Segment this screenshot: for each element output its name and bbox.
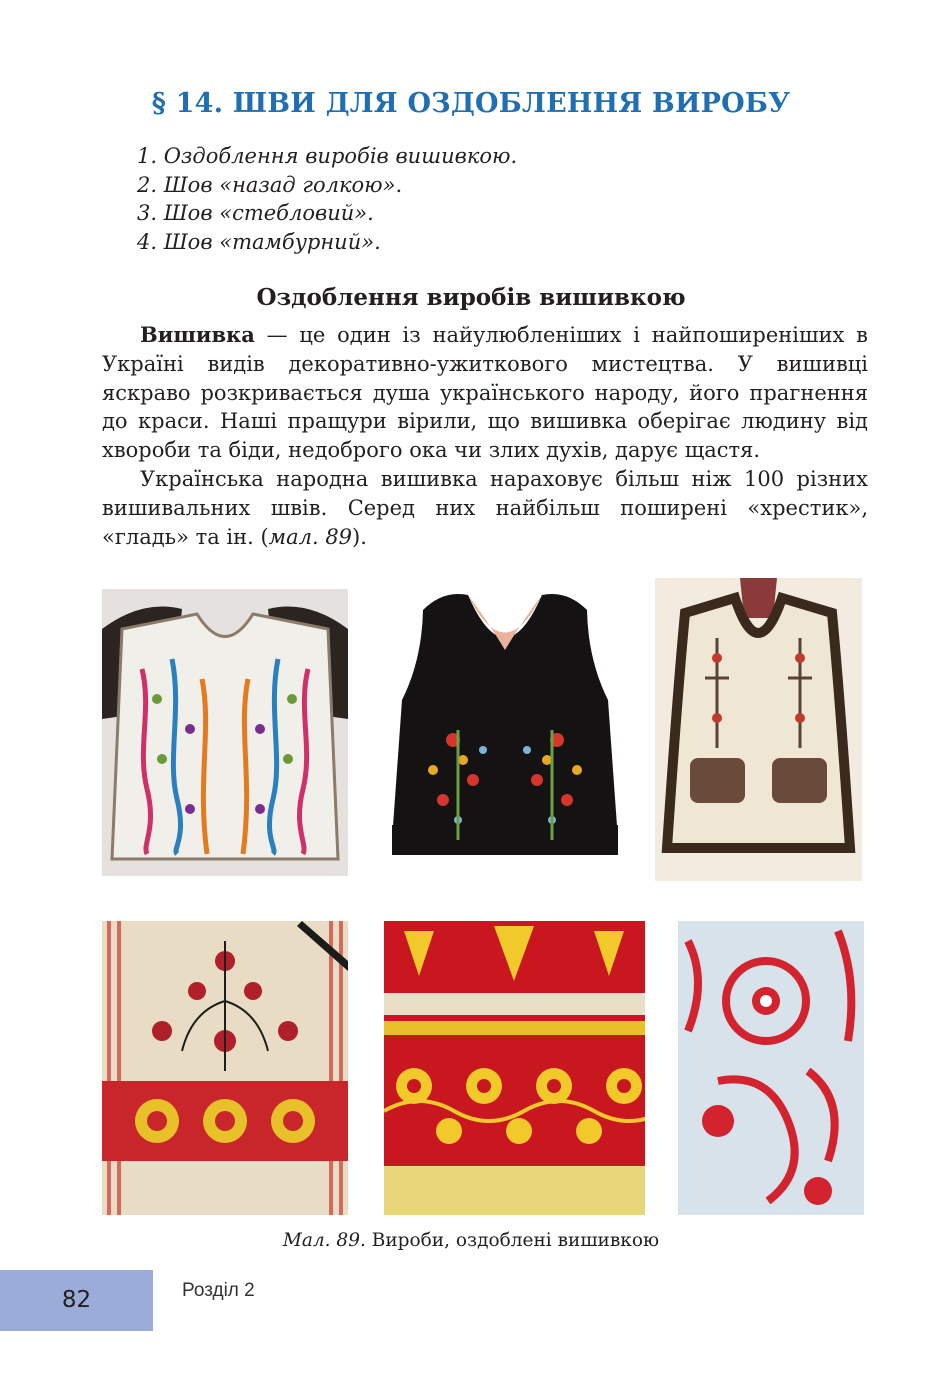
figure-reference: мал. 89 — [268, 524, 353, 549]
photo-white-vest — [102, 589, 348, 876]
lesson-plan — [137, 142, 517, 256]
section-label: Розділ 2 — [182, 1280, 255, 1301]
plan-item: 2. Шов «назад голкою». — [137, 172, 403, 197]
page-number: 82 — [61, 1287, 92, 1313]
paragraph-2: Українська народна вишивка нараховує більш ніж 100 різних вишивальних швів. Серед них найбільш поширені «хрестик», «гладь» та ін. (мал. 89). — [102, 466, 868, 549]
photo-black-vest — [383, 590, 627, 876]
photo-embroidered-towel — [102, 921, 348, 1215]
term-bold: Вишивка — [140, 322, 255, 347]
paragraph-1: Вишивка — це один із найулюбленіших і найпоширеніших в Україні видів декоративно-ужиткового мистецтва. У вишивці яскраво розкривається душа українського народу, його прагнення до краси. Наші пращури вірили, що вишивка оберігає людину від хвороби та біди, недоброго ока чи злих духів, дарує щастя. — [102, 322, 868, 463]
section-title: § 14. ШВИ ДЛЯ ОЗДОБЛЕННЯ ВИРОБУ — [151, 88, 791, 119]
photo-red-floral-white — [678, 921, 864, 1215]
subheading: Оздоблення виробів вишивкою — [256, 284, 686, 311]
photo-fringed-vest — [655, 578, 862, 881]
body-text — [102, 321, 868, 551]
plan-item: 4. Шов «тамбурний». — [137, 229, 381, 254]
plan-item: 1. Оздоблення виробів вишивкою. — [137, 144, 518, 168]
photo-red-embroidery — [384, 921, 645, 1215]
plan-item: 3. Шов «стебловий». — [137, 201, 374, 225]
caption-label: Мал. 89. — [282, 1230, 366, 1251]
caption-text: Вироби, оздоблені вишивкою — [365, 1230, 660, 1251]
figure-caption — [0, 1230, 942, 1251]
